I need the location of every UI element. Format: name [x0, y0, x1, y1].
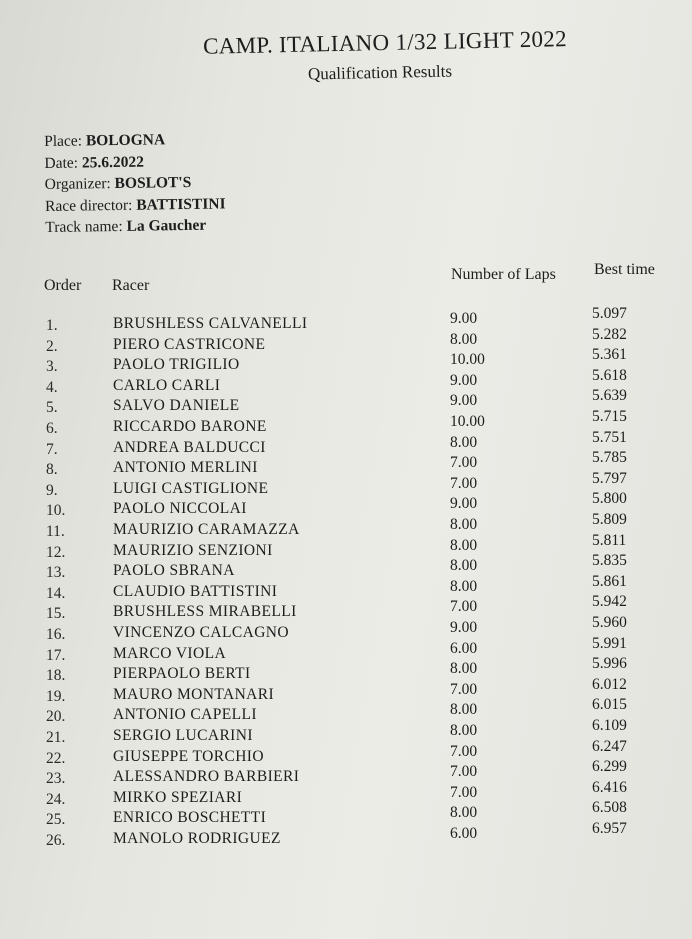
- best-time-cell: 5.996: [592, 655, 627, 673]
- racer-cell: GIUSEPPE TORCHIO: [113, 747, 264, 765]
- best-time-cell: 5.811: [592, 531, 627, 549]
- column-header-best: Best time: [594, 261, 655, 278]
- order-cell: 23.: [46, 770, 66, 788]
- info-director: Race director: BATTISTINI: [44, 194, 226, 215]
- order-cell: 26.: [46, 832, 66, 849]
- best-time-cell: 5.942: [592, 593, 627, 611]
- column-header-order: Order: [44, 277, 82, 294]
- order-cell: 5.: [46, 399, 58, 417]
- best-time-cell: 6.957: [592, 820, 627, 837]
- order-cell: 2.: [46, 337, 58, 355]
- best-time-cell: 5.991: [592, 634, 627, 652]
- racer-cell: BRUSHLESS CALVANELLI: [113, 315, 308, 332]
- best-time-cell: 5.800: [592, 490, 627, 508]
- best-time-cell: 5.861: [592, 572, 627, 590]
- document-title: CAMP. ITALIANO 1/32 LIGHT 2022: [202, 26, 568, 59]
- laps-cell: 10.00: [450, 413, 485, 430]
- order-cell: 20.: [46, 708, 66, 726]
- racer-cell: ENRICO BOSCHETTI: [113, 809, 267, 827]
- laps-cell: 8.00: [450, 536, 478, 554]
- laps-cell: 8.00: [450, 701, 478, 719]
- best-time-cell: 5.835: [592, 552, 627, 570]
- info-track: Track name: La Gaucher: [45, 216, 207, 236]
- laps-cell: 7.00: [450, 783, 478, 801]
- order-cell: 19.: [46, 687, 66, 705]
- best-time-cell: 5.751: [592, 428, 627, 446]
- laps-cell: 9.00: [450, 392, 478, 410]
- racer-cell: SERGIO LUCARINI: [113, 727, 253, 744]
- laps-cell: 8.00: [450, 577, 478, 595]
- laps-cell: 8.00: [450, 722, 478, 739]
- racer-cell: MAURO MONTANARI: [113, 685, 275, 703]
- order-cell: 25.: [46, 811, 66, 829]
- racer-cell: ANTONIO CAPELLI: [113, 706, 257, 724]
- best-time-cell: 6.416: [592, 778, 627, 796]
- info-date: Date: 25.6.2022: [44, 153, 145, 172]
- best-time-cell: 5.785: [592, 449, 627, 467]
- laps-cell: 8.00: [450, 557, 478, 575]
- racer-cell: MARCO VIOLA: [113, 644, 227, 662]
- best-time-cell: 5.097: [592, 305, 627, 322]
- racer-cell: LUIGI CASTIGLIONE: [113, 479, 269, 497]
- laps-cell: 7.00: [450, 474, 478, 492]
- racer-cell: RICCARDO BARONE: [113, 418, 267, 435]
- best-time-cell: 6.015: [592, 696, 627, 714]
- place-value: BOLOGNA: [85, 131, 166, 150]
- date-value: 25.6.2022: [81, 153, 145, 171]
- best-time-cell: 6.299: [592, 758, 627, 776]
- best-time-cell: 5.809: [592, 511, 627, 528]
- laps-cell: 7.00: [450, 680, 478, 698]
- track-value: La Gaucher: [126, 216, 207, 235]
- racer-cell: ANTONIO MERLINI: [113, 459, 258, 477]
- laps-cell: 9.00: [450, 495, 478, 513]
- laps-cell: 10.00: [450, 351, 485, 369]
- racer-cell: MAURIZIO SENZIONI: [113, 541, 273, 559]
- order-cell: 9.: [46, 481, 58, 499]
- laps-cell: 8.00: [450, 804, 478, 822]
- laps-cell: 9.00: [450, 310, 478, 327]
- racer-cell: MAURIZIO CARAMAZZA: [113, 521, 300, 538]
- order-cell: 6.: [46, 420, 58, 437]
- laps-cell: 6.00: [450, 825, 478, 842]
- racer-cell: PAOLO TRIGILIO: [113, 356, 240, 374]
- laps-cell: 7.00: [450, 454, 478, 472]
- laps-cell: 8.00: [450, 516, 478, 533]
- column-header-laps: Number of Laps: [451, 266, 556, 283]
- laps-cell: 6.00: [450, 639, 478, 657]
- best-time-cell: 6.508: [592, 799, 627, 817]
- order-cell: 17.: [46, 646, 66, 664]
- racer-cell: ANDREA BALDUCCI: [113, 438, 266, 456]
- laps-cell: 7.00: [450, 763, 478, 781]
- laps-cell: 7.00: [450, 598, 478, 616]
- racer-cell: PIERO CASTRICONE: [113, 335, 266, 353]
- best-time-cell: 5.282: [592, 325, 627, 343]
- laps-cell: 9.00: [450, 619, 478, 636]
- laps-cell: 8.00: [450, 660, 478, 678]
- racer-cell: MIRKO SPEZIARI: [113, 788, 243, 806]
- order-cell: 8.: [46, 461, 58, 479]
- laps-cell: 7.00: [450, 742, 478, 760]
- order-cell: 4.: [46, 378, 58, 396]
- best-time-cell: 6.247: [592, 737, 627, 755]
- racer-cell: PAOLO SBRANA: [113, 562, 235, 580]
- racer-cell: BRUSHLESS MIRABELLI: [113, 603, 297, 621]
- best-time-cell: 6.012: [592, 675, 627, 693]
- best-time-cell: 5.618: [592, 366, 627, 384]
- order-cell: 10.: [46, 502, 66, 520]
- best-time-cell: 5.797: [592, 469, 627, 487]
- order-cell: 22.: [46, 749, 66, 767]
- racer-cell: ALESSANDRO BARBIERI: [113, 768, 300, 786]
- order-cell: 16.: [46, 626, 66, 643]
- order-cell: 13.: [46, 564, 66, 582]
- best-time-cell: 5.960: [592, 614, 627, 631]
- organizer-value: BOSLOT'S: [114, 173, 192, 193]
- director-value: BATTISTINI: [136, 194, 226, 214]
- best-time-cell: 5.715: [592, 408, 627, 425]
- order-cell: 3.: [46, 358, 58, 376]
- best-time-cell: 6.109: [592, 717, 627, 734]
- racer-cell: CLAUDIO BATTISTINI: [113, 582, 278, 600]
- info-place: Place: BOLOGNA: [44, 131, 166, 150]
- order-cell: 24.: [46, 790, 66, 808]
- racer-cell: MANOLO RODRIGUEZ: [113, 830, 281, 847]
- column-header-racer: Racer: [112, 277, 150, 294]
- document-subtitle: Qualification Results: [307, 61, 453, 84]
- order-cell: 12.: [46, 543, 66, 561]
- order-cell: 18.: [46, 667, 66, 685]
- order-cell: 7.: [46, 440, 58, 458]
- racer-cell: PAOLO NICCOLAI: [113, 500, 247, 518]
- order-cell: 15.: [46, 605, 66, 623]
- racer-cell: SALVO DANIELE: [113, 397, 240, 415]
- racer-cell: CARLO CARLI: [113, 376, 221, 394]
- order-cell: 14.: [46, 584, 66, 602]
- best-time-cell: 5.639: [592, 387, 627, 405]
- laps-cell: 8.00: [450, 330, 478, 348]
- laps-cell: 9.00: [450, 371, 478, 389]
- info-organizer: Organizer: BOSLOT'S: [44, 173, 192, 193]
- racer-cell: PIERPAOLO BERTI: [113, 665, 251, 683]
- laps-cell: 8.00: [450, 433, 478, 451]
- order-cell: 1.: [46, 317, 58, 334]
- racer-cell: VINCENZO CALCAGNO: [113, 624, 289, 641]
- order-cell: 21.: [46, 729, 66, 746]
- order-cell: 11.: [46, 523, 65, 540]
- best-time-cell: 5.361: [592, 346, 627, 364]
